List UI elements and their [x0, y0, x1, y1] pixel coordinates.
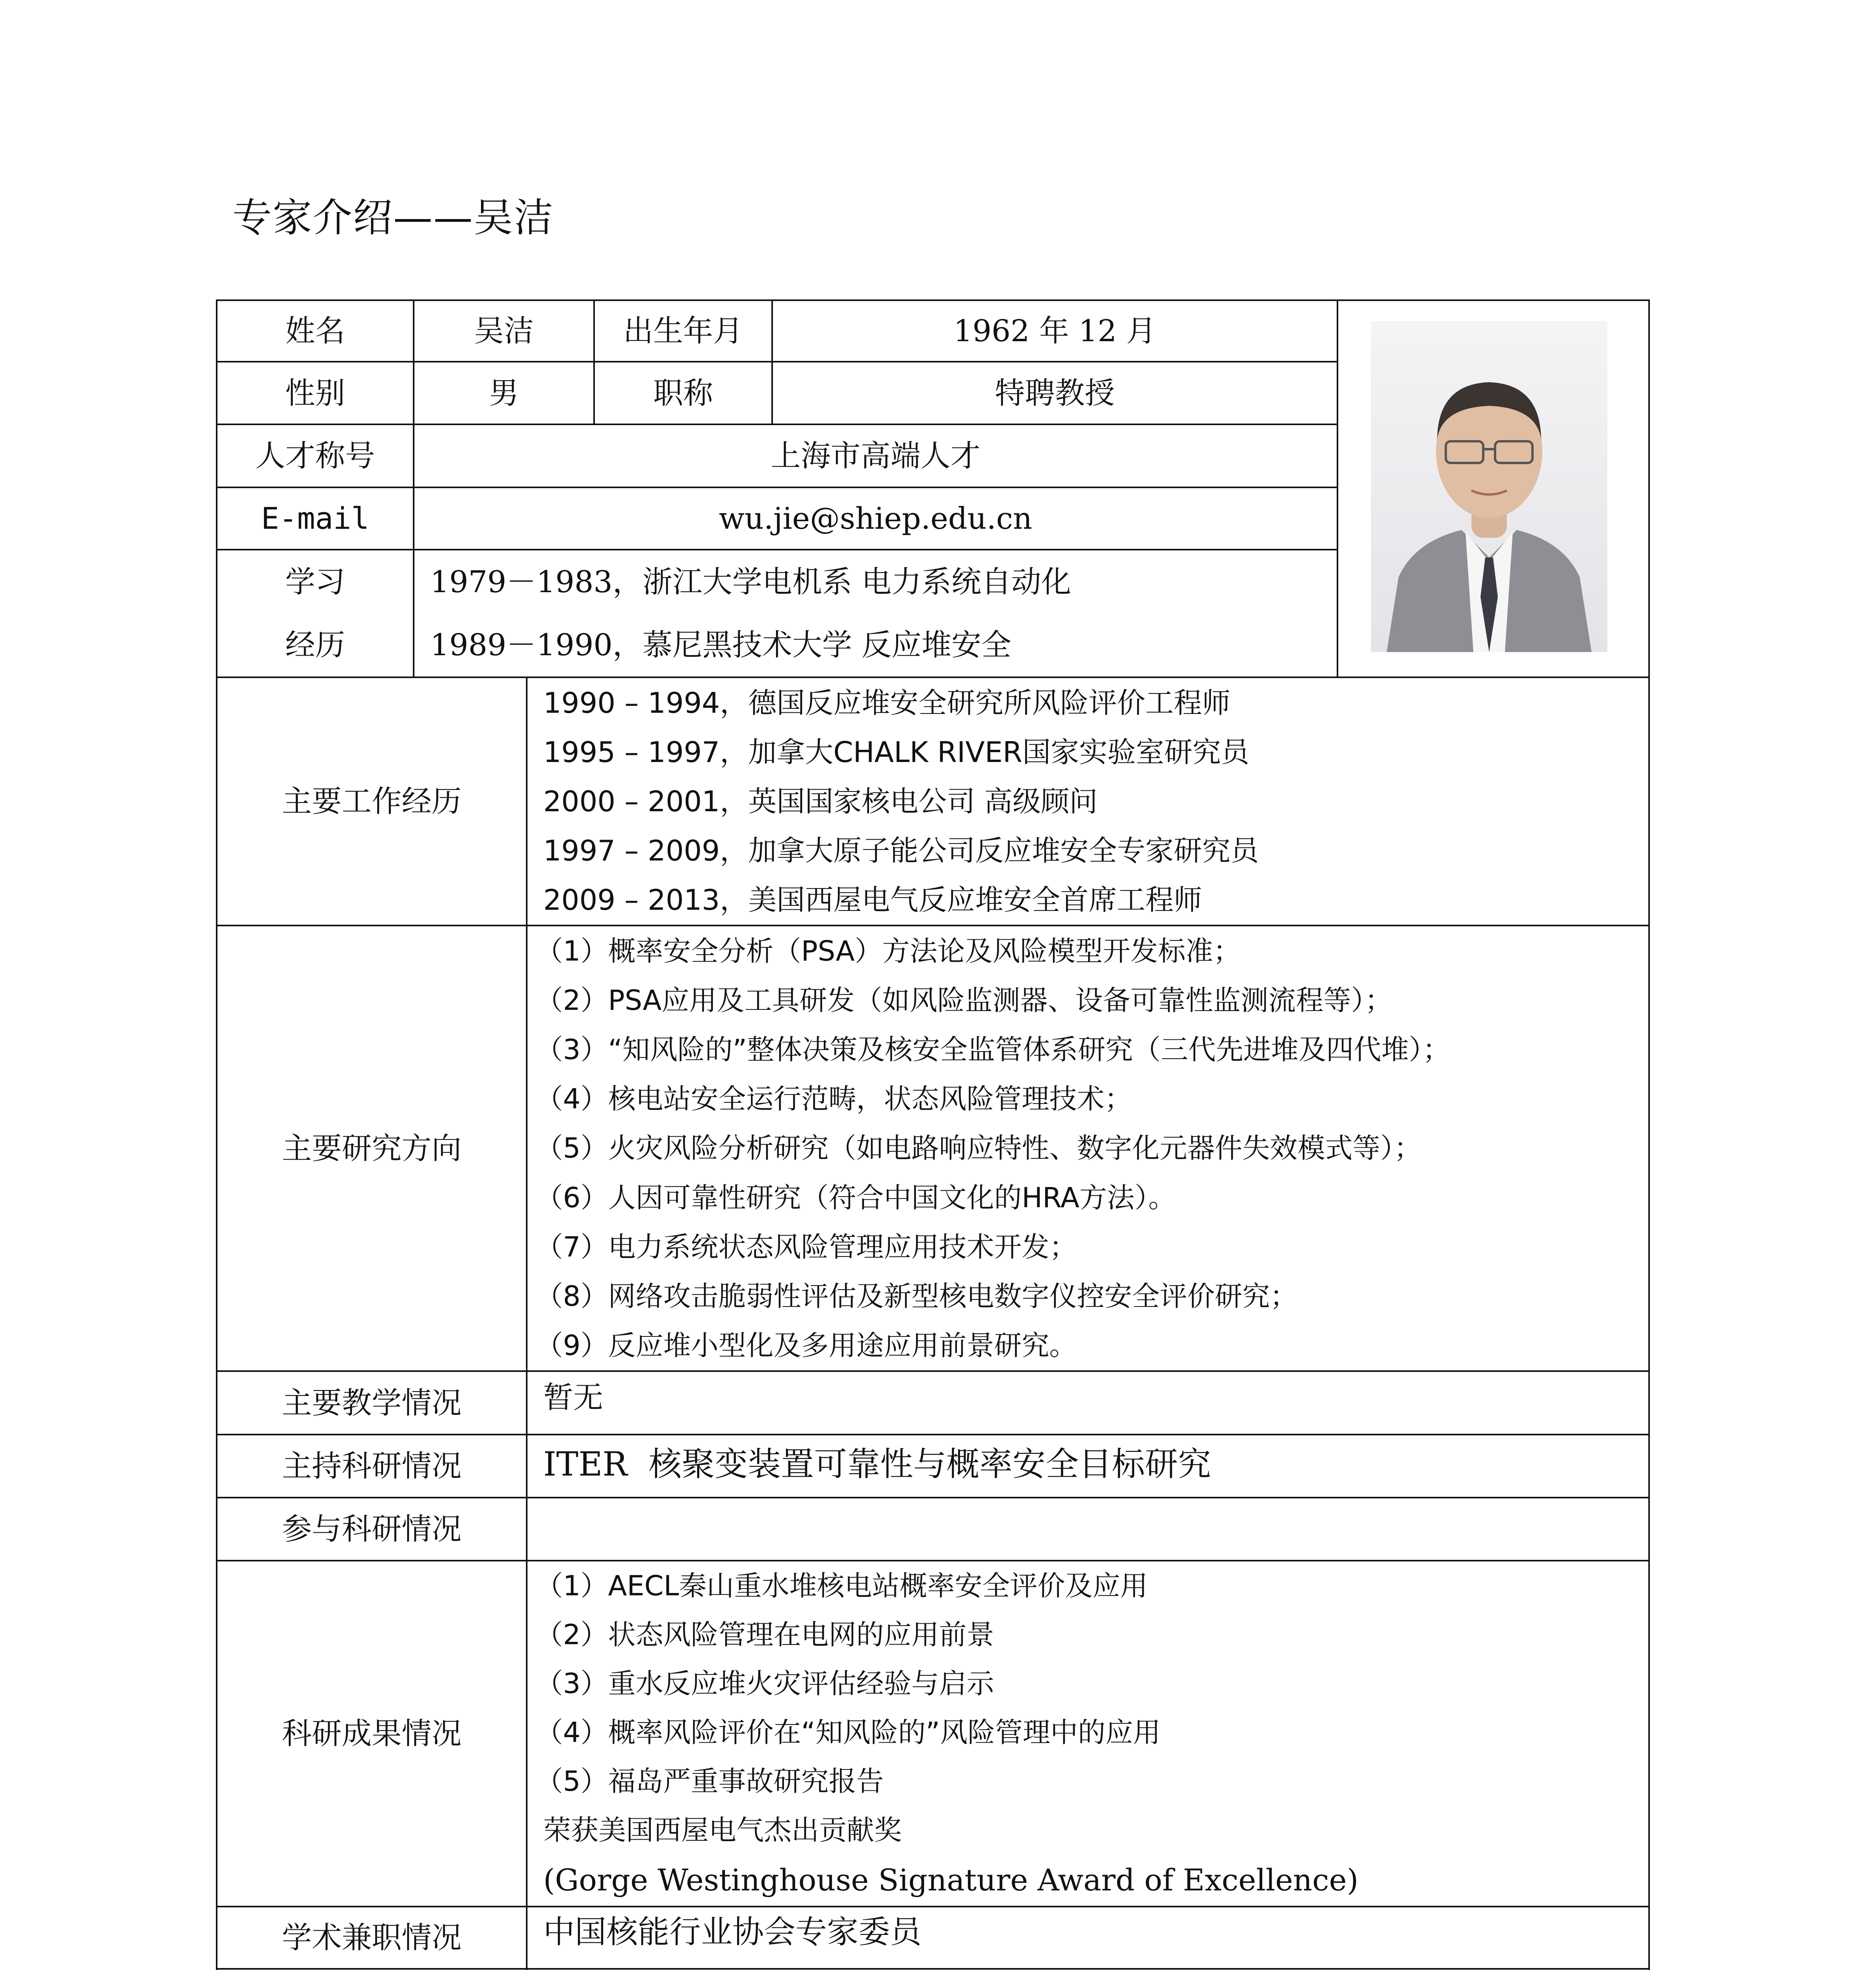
award-english: (Gorge Westinghouse Signature Award of Excellence) — [543, 1862, 1359, 1898]
birth-label: 出生年月 — [623, 313, 743, 348]
research-item: （9）反应堆小型化及多用途应用前景研究。 — [535, 1329, 1077, 1362]
achievements-list — [528, 1561, 1650, 1906]
achievements-label: 科研成果情况 — [282, 1716, 462, 1751]
position-label: 职称 — [653, 375, 713, 411]
name-value: 吴洁 — [474, 313, 534, 348]
hosted-label: 主持科研情况 — [282, 1448, 462, 1483]
work-item: 1997 – 2009，加拿大原子能公司反应堆安全专家研究员 — [543, 834, 1259, 868]
work-item: 1995 – 1997，加拿大CHALK RIVER国家实验室研究员 — [543, 735, 1250, 769]
teaching-label: 主要教学情况 — [282, 1385, 462, 1420]
study-item: 1979－1983，浙江大学电机系 电力系统自动化 — [430, 564, 1071, 599]
research-item: （3）“知风险的”整体决策及核安全监管体系研究（三代先进堆及四代堆）； — [535, 1033, 1451, 1066]
study-label — [217, 550, 413, 676]
talent-value: 上海市高端人才 — [771, 438, 981, 473]
achievement-item: （4）概率风险评价在“知风险的”风险管理中的应用 — [535, 1716, 1161, 1749]
participated-value — [528, 1498, 1650, 1560]
email-label: E-mail — [261, 501, 370, 536]
work-item: 1990 – 1994，德国反应堆安全研究所风险评价工程师 — [543, 686, 1231, 719]
email-value[interactable]: wu.jie@shiep.edu.cn — [719, 501, 1033, 536]
portrait-icon — [1371, 321, 1607, 652]
research-item: （2）PSA应用及工具研发（如风险监测器、设备可靠性监测流程等）； — [535, 984, 1393, 1017]
gender-value: 男 — [489, 375, 519, 411]
work-list — [528, 678, 1650, 925]
study-label-line: 学习 — [285, 564, 345, 599]
achievement-item: （1）AECL秦山重水堆核电站概率安全评价及应用 — [535, 1570, 1148, 1602]
participated-label: 参与科研情况 — [282, 1511, 462, 1546]
name-label: 姓名 — [285, 313, 345, 348]
hosted-value: ITER 核聚变装置可靠性与概率安全目标研究 — [543, 1444, 1211, 1483]
research-list — [528, 926, 1650, 1370]
work-item: 2000 – 2001，英国国家核电公司 高级顾问 — [543, 784, 1098, 818]
study-label-line: 经历 — [285, 627, 345, 662]
column-divider — [1337, 299, 1338, 676]
portrait-photo — [1371, 321, 1607, 652]
research-item: （7）电力系统状态风险管理应用技术开发； — [535, 1230, 1077, 1263]
birth-value: 1962 年 12 月 — [953, 313, 1156, 348]
research-item: （1）概率安全分析（PSA）方法论及风险模型开发标准； — [535, 935, 1241, 967]
gender-label: 性别 — [285, 375, 345, 411]
achievement-item: （5）福岛严重事故研究报告 — [535, 1765, 884, 1797]
teaching-value: 暂无 — [543, 1380, 603, 1415]
research-item: （6）人因可靠性研究（符合中国文化的HRA方法）。 — [535, 1181, 1176, 1214]
research-label: 主要研究方向 — [282, 1130, 462, 1166]
study-item: 1989－1990，慕尼黑技术大学 反应堆安全 — [430, 627, 1011, 662]
achievement-item: （3）重水反应堆火灾评估经验与启示 — [535, 1667, 994, 1700]
academic-label: 学术兼职情况 — [282, 1920, 462, 1955]
work-item: 2009 – 2013，美国西屋电气反应堆安全首席工程师 — [543, 883, 1202, 917]
page-title: 专家介绍——吴洁 — [232, 195, 554, 241]
research-item: （4）核电站安全运行范畴，状态风险管理技术； — [535, 1083, 1132, 1115]
research-item: （5）火灾风险分析研究（如电路响应特性、数字化元器件失效模式等）； — [535, 1132, 1422, 1165]
academic-value: 中国核能行业协会专家委员 — [543, 1913, 921, 1950]
talent-label: 人才称号 — [255, 438, 375, 473]
work-label: 主要工作经历 — [282, 784, 462, 819]
position-value: 特聘教授 — [995, 375, 1115, 411]
research-item: （8）网络攻击脆弱性评估及新型核电数字仪控安全评价研究； — [535, 1280, 1298, 1313]
study-list — [414, 550, 1337, 676]
achievement-item: （2）状态风险管理在电网的应用前景 — [535, 1619, 994, 1651]
award-title: 荣获美国西屋电气杰出贡献奖 — [543, 1814, 902, 1846]
